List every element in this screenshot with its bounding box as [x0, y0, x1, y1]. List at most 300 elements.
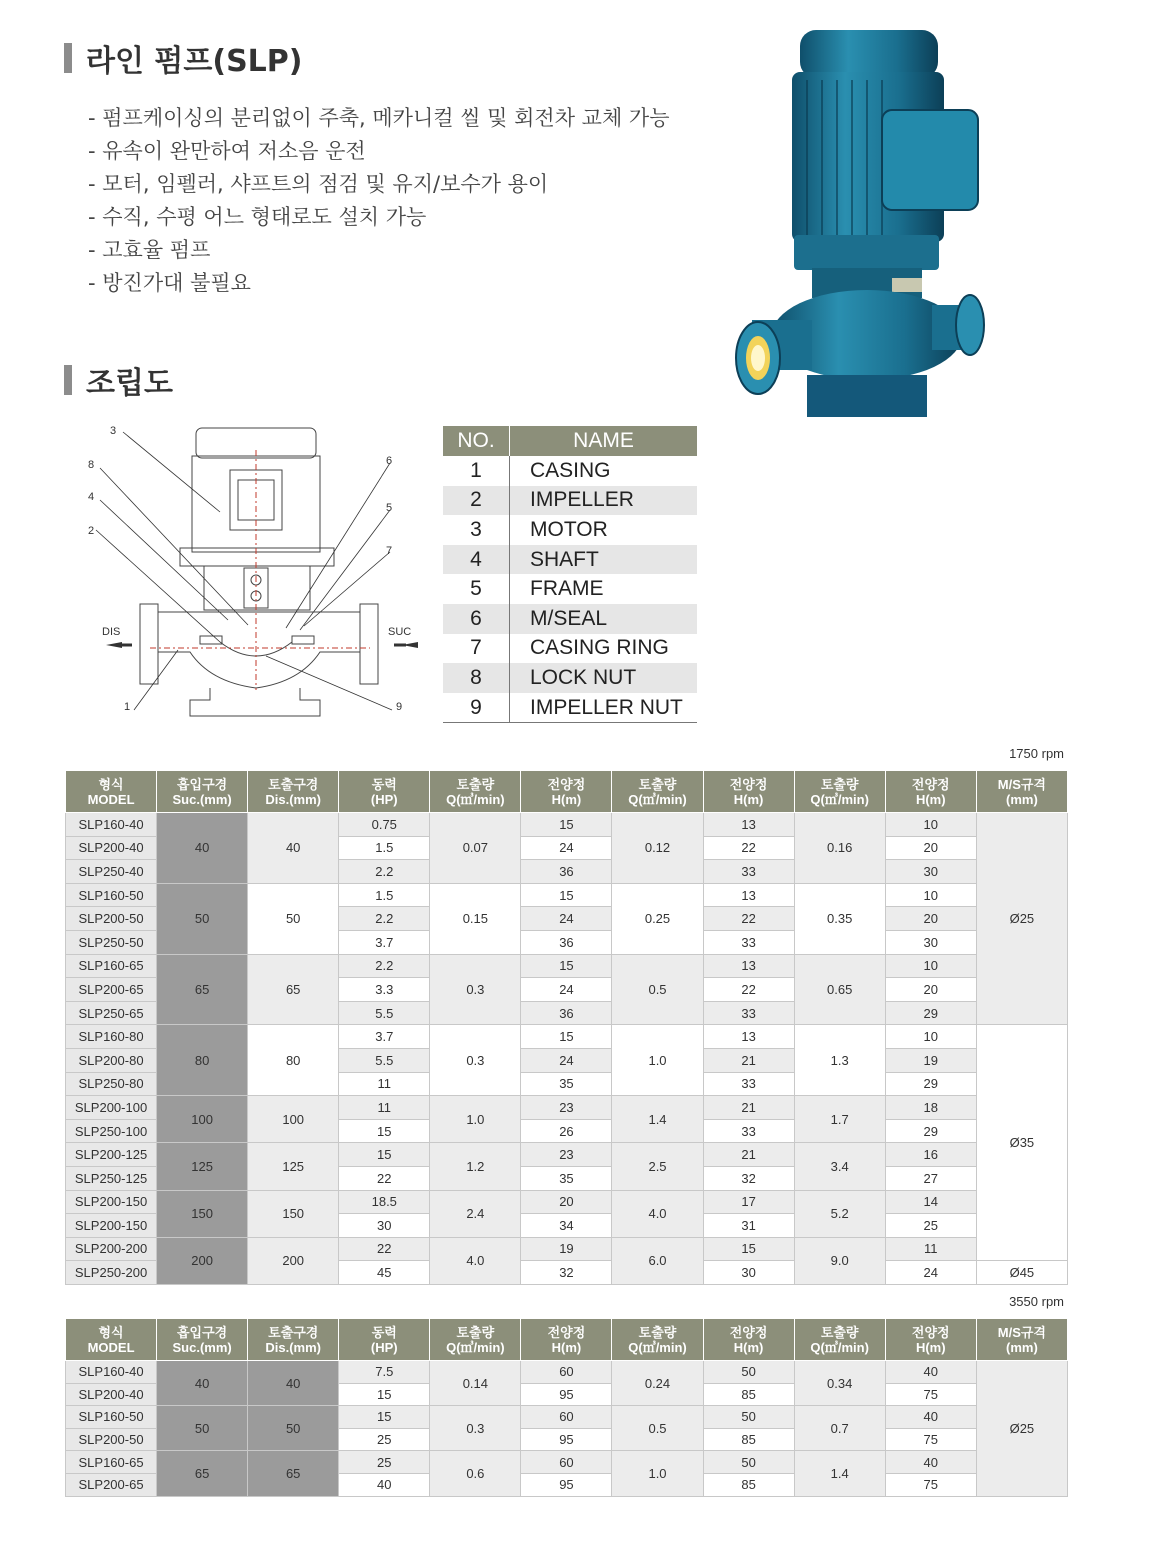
hp-cell: 30 [339, 1214, 430, 1238]
h1-cell: 32 [521, 1261, 612, 1285]
spec-header-line: Suc.(mm) [172, 1339, 232, 1355]
hp-cell: 25 [339, 1451, 430, 1474]
terminal-box-shape [882, 110, 978, 210]
parts-row [443, 604, 697, 634]
hp-cell: 15 [339, 1143, 430, 1167]
q3-cell: 0.35 [794, 883, 885, 954]
spec-header [703, 1319, 794, 1361]
hp-cell: 22 [339, 1166, 430, 1190]
spec-row [66, 1190, 1068, 1214]
spec-row [66, 1361, 1068, 1384]
spec-header-line: MODEL [87, 1339, 135, 1355]
part-no: 4 [443, 545, 510, 575]
h1-cell: 19 [521, 1237, 612, 1261]
hp-cell: 5.5 [339, 1001, 430, 1025]
feature-list [88, 102, 670, 300]
hp-cell: 1.5 [339, 883, 430, 907]
q2-cell: 0.5 [612, 954, 703, 1025]
hp-cell: 45 [339, 1261, 430, 1285]
h3-cell: 40 [885, 1406, 976, 1429]
h3-cell: 30 [885, 930, 976, 954]
spec-header-line: Suc.(mm) [172, 791, 232, 807]
spec-header [521, 1319, 612, 1361]
h1-cell: 24 [521, 836, 612, 860]
spec-header-line: (mm) [1006, 791, 1038, 807]
hp-cell: 3.3 [339, 978, 430, 1002]
model-cell: SLP200-125 [66, 1143, 157, 1167]
q1-cell: 1.0 [430, 1096, 521, 1143]
spec-header-line: H(m) [915, 1339, 946, 1355]
suc-cell: 40 [157, 1361, 248, 1406]
spec-header [703, 771, 794, 813]
rpm-label-3550: 3550 rpm [1009, 1294, 1064, 1309]
part-name: SHAFT [510, 545, 698, 575]
h3-cell: 10 [885, 1025, 976, 1049]
h1-cell: 23 [521, 1096, 612, 1120]
model-cell: SLP200-150 [66, 1190, 157, 1214]
model-cell: SLP200-50 [66, 1428, 157, 1451]
spec-header-line: 동력 [371, 776, 397, 792]
spec-header [248, 771, 339, 813]
h1-cell: 20 [521, 1190, 612, 1214]
h3-cell: 29 [885, 1119, 976, 1143]
rpm-label-1750: 1750 rpm [1009, 746, 1064, 761]
spec-row [66, 1451, 1068, 1474]
hp-cell: 7.5 [339, 1361, 430, 1384]
model-cell: SLP160-40 [66, 1361, 157, 1384]
spec-header [794, 1319, 885, 1361]
h2-cell: 33 [703, 1001, 794, 1025]
h3-cell: 10 [885, 954, 976, 978]
spec-header-line: Dis.(mm) [265, 791, 321, 807]
model-cell: SLP250-125 [66, 1166, 157, 1190]
dis-cell: 150 [248, 1190, 339, 1237]
h2-cell: 13 [703, 954, 794, 978]
suc-cell: 125 [157, 1143, 248, 1190]
spec-header-line: Q(㎥/min) [446, 791, 505, 807]
model-cell: SLP160-40 [66, 813, 157, 837]
parts-header-no: NO. [443, 426, 510, 456]
spec-header [339, 771, 430, 813]
motor-cap-shape [800, 30, 938, 78]
callout-3: 3 [110, 425, 117, 437]
hp-cell: 3.7 [339, 1025, 430, 1049]
suc-cell: 65 [157, 954, 248, 1025]
h2-cell: 85 [703, 1428, 794, 1451]
h1-cell: 15 [521, 883, 612, 907]
suc-cell: 50 [157, 1406, 248, 1451]
h3-cell: 10 [885, 883, 976, 907]
h1-cell: 24 [521, 907, 612, 931]
spec-header-line: (mm) [1006, 1339, 1038, 1355]
suc-cell: 80 [157, 1025, 248, 1096]
callout-9: 9 [396, 701, 403, 713]
h3-cell: 11 [885, 1237, 976, 1261]
spec-header [430, 771, 521, 813]
h1-cell: 23 [521, 1143, 612, 1167]
hp-cell: 11 [339, 1096, 430, 1120]
q1-cell: 0.3 [430, 954, 521, 1025]
spec-header-line: 토출량 [820, 1324, 859, 1340]
spec-header-line: 토출량 [638, 776, 677, 792]
suc-cell: 40 [157, 813, 248, 884]
pump-product-image [732, 20, 992, 425]
model-cell: SLP200-65 [66, 1473, 157, 1496]
feature-item: - 모터, 임펠러, 샤프트의 점검 및 유지/보수가 용이 [88, 168, 670, 201]
h3-cell: 40 [885, 1451, 976, 1474]
parts-row [443, 456, 697, 486]
q2-cell: 4.0 [612, 1190, 703, 1237]
spec-header [157, 1319, 248, 1361]
spec-header-line: 전양정 [547, 776, 586, 792]
part-name: MOTOR [530, 517, 608, 541]
h2-cell: 50 [703, 1451, 794, 1474]
spec-header-line: (HP) [370, 791, 398, 807]
h1-cell: 24 [521, 1048, 612, 1072]
callout-6: 6 [386, 455, 393, 467]
h3-cell: 16 [885, 1143, 976, 1167]
part-name: FRAME [530, 577, 604, 601]
q3-cell: 0.7 [794, 1406, 885, 1451]
q3-cell: 1.3 [794, 1025, 885, 1096]
q2-cell: 0.25 [612, 883, 703, 954]
h3-cell: 29 [885, 1001, 976, 1025]
h2-cell: 13 [703, 813, 794, 837]
dis-cell: 200 [248, 1237, 339, 1284]
base-shape [807, 375, 927, 417]
h3-cell: 75 [885, 1428, 976, 1451]
model-cell: SLP200-80 [66, 1048, 157, 1072]
spec-header-line: 흡입구경 [177, 776, 228, 792]
spec-header-line: 토출구경 [268, 1324, 319, 1340]
ms-cell: Ø35 [976, 1025, 1067, 1261]
model-cell: SLP250-65 [66, 1001, 157, 1025]
spec-header-line: 토출량 [456, 1324, 495, 1340]
spec-header-line: 동력 [371, 1324, 397, 1340]
h2-cell: 85 [703, 1383, 794, 1406]
spec-row [66, 883, 1068, 907]
ms-cell: Ø45 [976, 1261, 1067, 1285]
frame-shape [794, 235, 939, 270]
parts-row [443, 693, 697, 723]
hp-cell: 15 [339, 1383, 430, 1406]
h1-cell: 35 [521, 1072, 612, 1096]
spec-row [66, 1096, 1068, 1120]
feature-item: - 유속이 완만하여 저소음 운전 [88, 135, 670, 168]
assembly-diagram [80, 420, 425, 720]
parts-row [443, 634, 697, 664]
assembly-title [64, 358, 173, 402]
h2-cell: 13 [703, 883, 794, 907]
hp-cell: 5.5 [339, 1048, 430, 1072]
model-cell: SLP200-200 [66, 1237, 157, 1261]
feature-item: - 펌프케이싱의 분리없이 주축, 메카니컬 씰 및 회전차 교체 가능 [88, 102, 670, 135]
q2-cell: 0.24 [612, 1361, 703, 1406]
h1-cell: 95 [521, 1428, 612, 1451]
h1-cell: 60 [521, 1406, 612, 1429]
part-name: LOCK NUT [510, 663, 698, 693]
suction-flange-shape [956, 295, 984, 355]
model-cell: SLP200-40 [66, 836, 157, 860]
hp-cell: 2.2 [339, 907, 430, 931]
assembly-title-text: 조립도 [86, 366, 173, 401]
h1-cell: 95 [521, 1473, 612, 1496]
hp-cell: 15 [339, 1406, 430, 1429]
suc-cell: 65 [157, 1451, 248, 1496]
spec-header [612, 1319, 703, 1361]
spec-table-3550 [65, 1318, 1068, 1497]
spec-row [66, 1237, 1068, 1261]
q2-cell: 2.5 [612, 1143, 703, 1190]
part-name: IMPELLER NUT [510, 693, 698, 723]
part-name: CASING [530, 458, 611, 482]
spec-header-line: 토출량 [638, 1324, 677, 1340]
spec-row [66, 1143, 1068, 1167]
spec-header [66, 1319, 157, 1361]
hp-cell: 3.7 [339, 930, 430, 954]
h2-cell: 33 [703, 1119, 794, 1143]
spec-header-line: 전양정 [547, 1324, 586, 1340]
spec-header-line: Q(㎥/min) [446, 1339, 505, 1355]
q1-cell: 1.2 [430, 1143, 521, 1190]
spec-header-line: M/S규격 [997, 1324, 1046, 1340]
model-cell: SLP160-80 [66, 1025, 157, 1049]
hp-cell: 1.5 [339, 836, 430, 860]
spec-header-line: M/S규격 [997, 776, 1046, 792]
hp-cell: 2.2 [339, 860, 430, 884]
q3-cell: 0.34 [794, 1361, 885, 1406]
spec-header-line: H(m) [733, 1339, 764, 1355]
spec-header-line: H(m) [733, 791, 764, 807]
hp-cell: 2.2 [339, 954, 430, 978]
q1-cell: 2.4 [430, 1190, 521, 1237]
h1-cell: 36 [521, 930, 612, 954]
part-name: CASING RING [530, 636, 669, 660]
h3-cell: 10 [885, 813, 976, 837]
h1-cell: 35 [521, 1166, 612, 1190]
spec-header-line: 전양정 [911, 776, 950, 792]
suc-label: SUC [388, 626, 412, 638]
parts-row [443, 574, 697, 604]
h3-cell: 27 [885, 1166, 976, 1190]
spec-header [612, 771, 703, 813]
h3-cell: 20 [885, 907, 976, 931]
h2-cell: 21 [703, 1096, 794, 1120]
h2-cell: 21 [703, 1048, 794, 1072]
feature-item: - 방진가대 불필요 [88, 267, 670, 300]
model-cell: SLP200-150 [66, 1214, 157, 1238]
ms-cell: Ø25 [976, 1361, 1067, 1497]
hp-cell: 25 [339, 1428, 430, 1451]
callout-1: 1 [124, 701, 131, 713]
h3-cell: 18 [885, 1096, 976, 1120]
spec-header-line: 토출구경 [268, 776, 319, 792]
assembly-title-bar [64, 365, 72, 395]
h2-cell: 30 [703, 1261, 794, 1285]
spec-header [157, 771, 248, 813]
model-cell: SLP200-40 [66, 1383, 157, 1406]
h2-cell: 31 [703, 1214, 794, 1238]
q3-cell: 1.4 [794, 1451, 885, 1496]
model-cell: SLP160-65 [66, 1451, 157, 1474]
part-no: 2 [443, 486, 510, 516]
q3-cell: 0.65 [794, 954, 885, 1025]
dis-cell: 50 [248, 883, 339, 954]
h3-cell: 20 [885, 836, 976, 860]
h3-cell: 14 [885, 1190, 976, 1214]
h2-cell: 22 [703, 836, 794, 860]
h2-cell: 17 [703, 1190, 794, 1214]
hp-cell: 40 [339, 1473, 430, 1496]
hp-cell: 18.5 [339, 1190, 430, 1214]
spec-header [66, 771, 157, 813]
parts-header-name: NAME [510, 426, 698, 456]
callout-2: 2 [88, 525, 95, 537]
h2-cell: 85 [703, 1473, 794, 1496]
page-title-text: 라인 펌프(SLP) [86, 44, 303, 79]
feature-item: - 고효율 펌프 [88, 234, 670, 267]
spec-header-line: 토출량 [820, 776, 859, 792]
spec-row [66, 954, 1068, 978]
q2-cell: 1.0 [612, 1451, 703, 1496]
dis-cell: 100 [248, 1096, 339, 1143]
dis-label: DIS [102, 626, 121, 638]
dis-cell: 65 [248, 954, 339, 1025]
parts-table [443, 426, 697, 723]
h2-cell: 33 [703, 860, 794, 884]
h1-cell: 95 [521, 1383, 612, 1406]
spec-table-1750 [65, 770, 1068, 1285]
spec-header-line: (HP) [370, 1339, 398, 1355]
spec-header-line: Q(㎥/min) [810, 1339, 869, 1355]
spec-header-line: 형식 [98, 1324, 124, 1340]
h1-cell: 60 [521, 1451, 612, 1474]
part-no: 1 [443, 456, 510, 486]
part-no: 9 [443, 693, 510, 723]
parts-row [443, 515, 697, 545]
spec-header [521, 771, 612, 813]
hp-cell: 15 [339, 1119, 430, 1143]
q2-cell: 6.0 [612, 1237, 703, 1284]
dis-arrow-icon [106, 642, 122, 648]
h1-cell: 60 [521, 1361, 612, 1384]
spec-row [66, 1025, 1068, 1049]
model-cell: SLP200-100 [66, 1096, 157, 1120]
h3-cell: 75 [885, 1383, 976, 1406]
h1-cell: 15 [521, 813, 612, 837]
q3-cell: 3.4 [794, 1143, 885, 1190]
part-no: 8 [443, 663, 510, 693]
h3-cell: 25 [885, 1214, 976, 1238]
h1-cell: 15 [521, 954, 612, 978]
q1-cell: 4.0 [430, 1237, 521, 1284]
suc-cell: 100 [157, 1096, 248, 1143]
spec-row [66, 813, 1068, 837]
h3-cell: 20 [885, 978, 976, 1002]
title-bar [64, 43, 72, 73]
callout-4: 4 [88, 491, 95, 503]
hp-cell: 11 [339, 1072, 430, 1096]
part-no: 6 [443, 604, 510, 634]
model-cell: SLP160-65 [66, 954, 157, 978]
h1-cell: 36 [521, 1001, 612, 1025]
model-cell: SLP160-50 [66, 883, 157, 907]
h2-cell: 33 [703, 930, 794, 954]
q2-cell: 1.4 [612, 1096, 703, 1143]
dis-cell: 40 [248, 813, 339, 884]
dis-cell: 50 [248, 1406, 339, 1451]
q1-cell: 0.3 [430, 1406, 521, 1451]
h1-cell: 15 [521, 1025, 612, 1049]
h3-cell: 75 [885, 1473, 976, 1496]
q1-cell: 0.07 [430, 813, 521, 884]
parts-row [443, 663, 697, 693]
part-no: 7 [443, 634, 510, 664]
model-cell: SLP200-50 [66, 907, 157, 931]
h3-cell: 29 [885, 1072, 976, 1096]
q1-cell: 0.6 [430, 1451, 521, 1496]
spec-header-line: 형식 [98, 776, 124, 792]
model-cell: SLP250-100 [66, 1119, 157, 1143]
spec-header [885, 1319, 976, 1361]
spec-header [976, 771, 1067, 813]
h3-cell: 19 [885, 1048, 976, 1072]
spec-row [66, 1406, 1068, 1429]
h1-cell: 24 [521, 978, 612, 1002]
h2-cell: 32 [703, 1166, 794, 1190]
spec-header [794, 771, 885, 813]
spec-header-line: Dis.(mm) [265, 1339, 321, 1355]
h2-cell: 15 [703, 1237, 794, 1261]
h2-cell: 50 [703, 1406, 794, 1429]
spec-header-line: 토출량 [456, 776, 495, 792]
q2-cell: 0.12 [612, 813, 703, 884]
spec-header [976, 1319, 1067, 1361]
callout-8: 8 [88, 459, 95, 471]
spec-header-line: Q(㎥/min) [628, 791, 687, 807]
part-name: M/SEAL [510, 604, 698, 634]
ms-cell: Ø25 [976, 813, 1067, 1025]
h2-cell: 22 [703, 907, 794, 931]
spec-header-line: H(m) [551, 1339, 582, 1355]
q1-cell: 0.15 [430, 883, 521, 954]
parts-row [443, 545, 697, 575]
spec-header-line: 흡입구경 [177, 1324, 228, 1340]
h2-cell: 22 [703, 978, 794, 1002]
q2-cell: 1.0 [612, 1025, 703, 1096]
h3-cell: 30 [885, 860, 976, 884]
model-cell: SLP250-50 [66, 930, 157, 954]
model-cell: SLP200-65 [66, 978, 157, 1002]
h1-cell: 26 [521, 1119, 612, 1143]
spec-header [885, 771, 976, 813]
spec-header-line: H(m) [915, 791, 946, 807]
q3-cell: 1.7 [794, 1096, 885, 1143]
model-cell: SLP250-80 [66, 1072, 157, 1096]
dis-cell: 125 [248, 1143, 339, 1190]
h2-cell: 50 [703, 1361, 794, 1384]
page-title [64, 36, 303, 80]
q1-cell: 0.3 [430, 1025, 521, 1096]
callout-5: 5 [386, 502, 393, 514]
spec-header-line: 전양정 [911, 1324, 950, 1340]
q3-cell: 0.16 [794, 813, 885, 884]
suc-cell: 50 [157, 883, 248, 954]
suc-cell: 150 [157, 1190, 248, 1237]
q2-cell: 0.5 [612, 1406, 703, 1451]
part-name: IMPELLER [510, 486, 698, 516]
part-no: 3 [443, 515, 510, 545]
